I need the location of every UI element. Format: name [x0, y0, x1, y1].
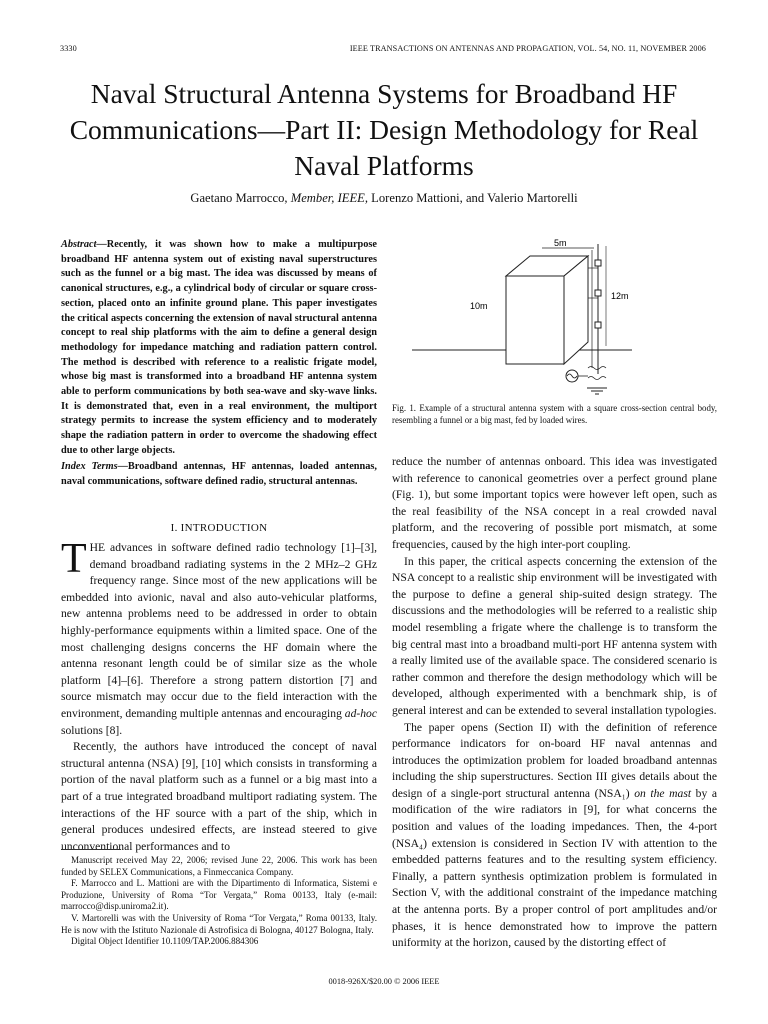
label-10m: 10m — [470, 301, 488, 311]
load-1 — [595, 260, 601, 266]
right-p3-b: by a modification of the wire radiators in [9], for what concerns the position and values of the loading impedances. Then, the 4-port — [392, 786, 717, 834]
abstract-text: Recently, it was shown how to make a multipurpose broadband HF antenna system out of existing naval superstructures such as the funnel or a big mast. The idea was discussed by means of canonical structures, e.g., a cylindrical body of circular or square cross-section, placed onto an infinite ground plane. This paper investigates the critical aspects concerning the extension of naval structural antenna concept to real ship platforms with the aim to define a general design methodology for impedance matching and radiation pattern control. The method is described with reference to a realistic frigate model, whose big mast is transformed into a broadband HF antenna system able to perform communications by both sea-wave and sky-wave links. It is demonstrated that, even in a real environment, the multiport strategy permits to increase the system efficiency and to moderately shape the radiation pattern in order to overcome the shadowing effect due to other large objects. — [61, 239, 377, 456]
footnote-1: Manuscript received May 22, 2006; revised June 22, 2006. This work has been funded by SELEX Communications, a Finmeccanica Company. — [61, 855, 377, 877]
footnote-rule — [61, 849, 121, 850]
index-terms-label: Index Terms— — [61, 461, 128, 472]
load-2 — [595, 290, 601, 296]
footnote-2: F. Marrocco and L. Mattioni are with the Dipartimento di Informatica, Sistemi e Produzione, University of Roma “Tor Vergata,” Roma 00133, Italy (e-mail: marrocco@disp.uniroma2.it). — [61, 878, 377, 912]
paper-title: Naval Structural Antenna Systems for Broadband HF Communications—Part II: Design Methodology for Real Naval Platforms — [69, 78, 699, 181]
intro-p1-italic: ad-hoc — [344, 706, 377, 720]
introduction-body — [61, 536, 377, 855]
right-paragraph-1: reduce the number of antennas onboard. This idea was investigated with reference to canonical geometries over a perfect ground plane (Fig. 1), but some important topics were however left open, such as the real feasibility of the NSA concept in a real crowded naval platform, and the recovering of possible port mismatch, at some frequencies, caused by the high inter-port coupling. — [392, 455, 717, 551]
page-number: 3330 — [60, 44, 77, 53]
right-p3-c: extension is considered in Section IV with attention to the embedded patterns features and to the resulting system efficiency. Finally, a pattern synthesis optimization problem is formulated in Section V, with the additional constraint of the impedance matching at the antenna ports. By a proper control of port amplitudes and/or phases, it is hence demonstrated how to improve the pattern uniformity at the horizon, caused by the distorting effect of — [392, 836, 717, 950]
copyright-line: 0018-926X/$20.00 © 2006 IEEE — [328, 977, 440, 986]
right-paragraph-2: In this paper, the critical aspects concerning the extension of the NSA concept to a realistic ship environment will be investigated with the purpose to define a general ship-suited design strategy. The discussions and the methodologies will be referred to a realistic ship model resembling a frigate where the challenge is to transform the big central mast into a broadband multi-port HF antenna system with a really limited use of the available space. The considered scenario is rather common and therefore the design methodology which will be developed, although experimented with a benchmark ship, is of general interest and can be extended to several installation typologies. — [392, 554, 717, 717]
index-terms — [61, 460, 377, 489]
footnotes — [61, 855, 377, 948]
right-p3-nsa4: (NSA₄) — [392, 836, 427, 850]
right-column-body — [392, 454, 717, 952]
footnote-4: Digital Object Identifier 10.1109/TAP.2006.884306 — [71, 936, 259, 947]
abstract-label: Abstract— — [61, 239, 107, 250]
right-p3-italic: on the mast — [634, 786, 692, 800]
author-3: Valerio Martorelli — [487, 191, 578, 205]
label-5m: 5m — [554, 238, 567, 248]
author-line — [40, 191, 728, 206]
section-heading-introduction: I. INTRODUCTION — [170, 522, 268, 534]
figure-1-antenna-diagram — [392, 238, 717, 398]
figure-1-caption: Fig. 1. Example of a structural antenna system with a square cross-section central body, resembling a funnel or a big mast, fed by loaded wires. — [392, 403, 717, 425]
author-1: Gaetano Marrocco, — [190, 191, 288, 205]
coil-lower — [588, 377, 606, 380]
intro-p1-text: HE advances in software defined radio technology [1]–[3], demand broadband radiating systems in the 2 MHz–2 GHz frequency range. Since most of the new applications will be embedded into avionic, naval and also auto-vehicular platforms, new antenna problems need to be addressed in order to obtain highly-performance equipments within a limited space. One of the most challenging designs concerns the HF domain where the antenna resonant length could be of similar size as the whole platform [4]–[6]. Therefore a strong pattern distortion [7] and source mismatch may occur due to the field interaction with the environment, demanding multiple antennas and encouraging — [61, 541, 377, 720]
right-p3-nsa1: (NSA₁) — [594, 786, 630, 800]
structure-front-face — [506, 276, 564, 364]
author-1-role: Member, IEEE, — [290, 191, 369, 205]
load-3 — [595, 322, 601, 328]
intro-paragraph-1 — [61, 536, 377, 739]
abstract — [61, 238, 377, 459]
journal-header: IEEE TRANSACTIONS ON ANTENNAS AND PROPAGATION, VOL. 54, NO. 11, NOVEMBER 2006 — [349, 44, 706, 53]
footnote-3: V. Martorelli was with the University of Roma “Tor Vergata,” Roma 00133, Italy. He is now with the Istituto Nazionale di Astrofisica di Bologna, 40127 Bologna, Italy. — [61, 912, 377, 935]
right-paragraph-3 — [392, 720, 717, 952]
drop-cap: T — [61, 536, 87, 582]
intro-paragraph-2: Recently, the authors have introduced the concept of naval structural antenna (NSA) [9], [10] which consists in transforming a portion of the naval platform such as a funnel or a big mast into a part of a true integrated broadband multiport radiating system. The interactions of the HF source with a part of the ship, which in general produces undesired effects, are instead steered to give unconventional performances and to — [61, 740, 377, 853]
label-12m: 12m — [611, 291, 629, 301]
right-p3-a: The paper opens (Section II) with the definition of reference performance indicators for on-board HF naval antennas and introduces the optimization problem for loaded broadband antennas including the ship superstructures. Section III gives details about the design of a single-port structural antenna — [392, 720, 717, 800]
author-2: Lorenzo Mattioni, and — [371, 191, 485, 205]
index-terms-text: Broadband antennas, HF antennas, loaded antennas, naval communications, software defined radio, structural antennas. — [61, 461, 377, 487]
intro-p1-end: solutions [8]. — [61, 723, 123, 737]
coil-upper — [588, 367, 606, 370]
